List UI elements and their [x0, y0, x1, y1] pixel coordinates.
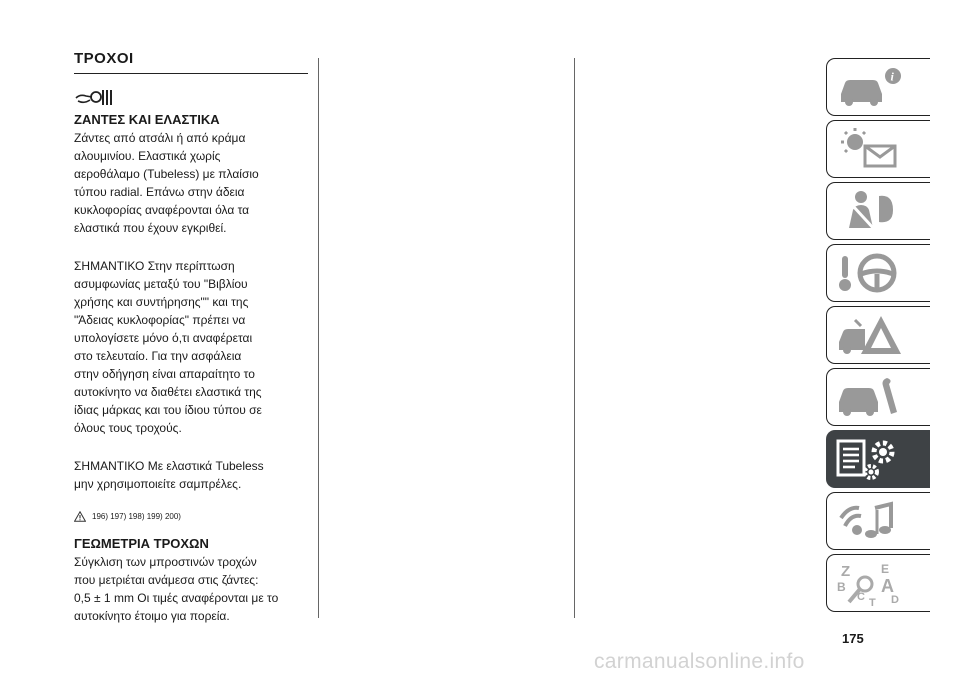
text-line: ασυμφωνίας μεταξύ του "Βιβλίου — [74, 277, 248, 291]
index-letter: D — [891, 594, 899, 606]
steering-wheel-icon — [835, 250, 905, 296]
column-divider — [318, 58, 319, 618]
text-line: στην οδήγηση είναι απαραίτητο το — [74, 367, 255, 381]
page-number: 175 — [842, 631, 864, 646]
warning-ref-numbers: 196) 197) 198) 199) 200) — [92, 512, 181, 521]
text-line: ΣΗΜΑΝΤΙΚΟ Με ελαστικά Tubeless — [74, 459, 264, 473]
index-letter: T — [869, 597, 876, 606]
index-letter: B — [837, 580, 846, 594]
svg-text:i: i — [890, 69, 894, 84]
text-line: Ζάντες από ατσάλι ή από κράμα — [74, 131, 246, 145]
column-divider — [574, 58, 575, 618]
car-info-icon — [835, 64, 905, 110]
section-title: ΤΡΟΧΟΙ — [74, 50, 308, 74]
text-line: ίδιας μάρκας και του ίδιου τύπου σε — [74, 403, 262, 417]
seatbelt-airbag-icon — [835, 188, 905, 234]
index-letter: C — [857, 591, 865, 603]
text-line: όλους τους τροχούς. — [74, 421, 182, 435]
car-maintenance-icon — [835, 374, 905, 420]
text-line: χρήσης και συντήρησης"" και της — [74, 295, 249, 309]
important-note-1 — [74, 257, 308, 437]
text-line: "Άδειας κυκλοφορίας" πρέπει να — [74, 313, 246, 327]
text-line: ΣΗΜΑΝΤΙΚΟ Στην περίπτωση — [74, 259, 235, 273]
text-line: κυκλοφορίας αναφέρονται όλα τα — [74, 203, 250, 217]
tab-maintenance[interactable] — [826, 368, 930, 426]
tab-technical-data[interactable] — [826, 430, 930, 488]
warning-references — [74, 511, 308, 522]
tab-driving[interactable] — [826, 244, 930, 302]
left-column — [74, 50, 308, 625]
tires-paragraph — [74, 129, 308, 237]
index-letter: A — [881, 576, 894, 596]
text-line: Σύγκλιση των μπροστινών τροχών — [74, 555, 257, 569]
multimedia-icon — [835, 498, 905, 544]
text-line: στο τελευταίο. Για την ασφάλεια — [74, 349, 242, 363]
emergency-triangle-icon — [835, 312, 905, 358]
text-line: ελαστικά που έχουν εγκριθεί. — [74, 221, 227, 235]
index-letter: Z — [841, 563, 851, 580]
geometry-heading: ΓΕΩΜΕΤΡΙΑ ΤΡΟΧΩΝ — [74, 536, 209, 551]
text-line: αυτοκίνητο να διαθέτει ελαστικά της — [74, 385, 262, 399]
index-letters-icon — [835, 560, 905, 606]
tab-safety[interactable] — [826, 182, 930, 240]
text-line: που μετριέται ανάμεσα στις ζάντες: — [74, 573, 259, 587]
technical-data-icon — [835, 436, 905, 482]
text-line: τύπου radial. Επάνω στην άδεια — [74, 185, 245, 199]
hand-wheel-icon — [74, 86, 116, 108]
text-line: υπολογίσετε μόνο ό,τι αναφέρεται — [74, 331, 253, 345]
tab-index[interactable] — [826, 554, 930, 612]
important-note-2 — [74, 457, 308, 493]
text-line: αυτοκίνητο έτοιμο για πορεία. — [74, 609, 230, 623]
text-line: αλουμινίου. Ελαστικά χωρίς — [74, 149, 221, 163]
text-line: 0,5 ± 1 mm Οι τιμές αναφέρονται με το — [74, 591, 279, 605]
watermark: carmanualsonline.info — [594, 650, 805, 673]
tab-car-info[interactable] — [826, 58, 930, 116]
text-line: αεροθάλαμο (Tubeless) με πλαίσιο — [74, 167, 259, 181]
tab-multimedia[interactable] — [826, 492, 930, 550]
tires-heading: ΖΑΝΤΕΣ ΚΑΙ ΕΛΑΣΤΙΚΑ — [74, 112, 220, 127]
text-line: μην χρησιμοποιείτε σαμπρέλες. — [74, 477, 242, 491]
lights-message-icon — [835, 126, 905, 172]
tab-emergency[interactable] — [826, 306, 930, 364]
warning-triangle-icon — [74, 511, 86, 522]
tab-lights-messages[interactable] — [826, 120, 930, 178]
index-letter: E — [881, 562, 890, 576]
geometry-paragraph — [74, 553, 308, 625]
